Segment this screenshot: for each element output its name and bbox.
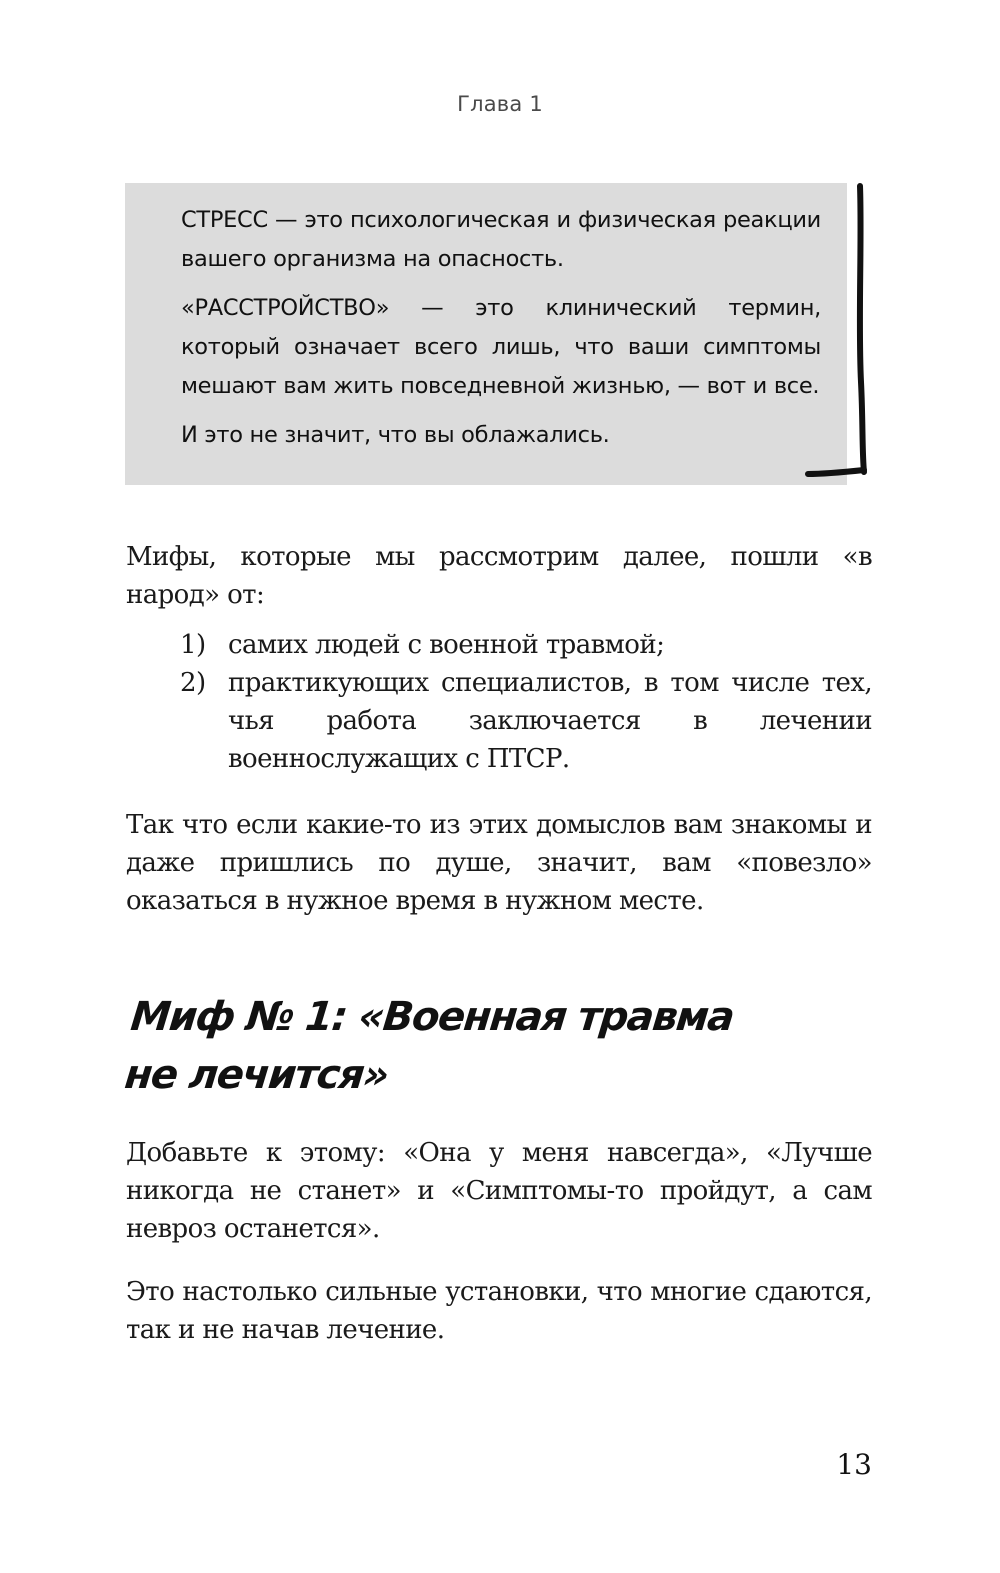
section-heading xyxy=(122,988,834,1104)
list-item-number: 2) xyxy=(180,668,206,698)
myth-1-paragraph-2: Это настолько сильные установки, что многие сдаются, так и не начав лечение. xyxy=(126,1277,872,1345)
callout-paragraph-stress: СТРЕСС — это психологическая и физическая реакции вашего организма на опасность. xyxy=(181,207,821,272)
callout-box xyxy=(125,183,847,485)
myths-intro-block xyxy=(126,538,872,778)
myth-1-paragraph-1: Добавьте к этому: «Она у меня навсегда», «Лучше никогда не станет» и «Симптомы-то пройдут, а сам невроз останется». xyxy=(126,1138,872,1244)
section-heading-line-1: Миф № 1: «Военная травма xyxy=(128,994,736,1040)
list-item-text: практикующих специалистов, в том числе тех, чья работа заключается в лечении военнослужащих с ПТСР. xyxy=(228,668,872,774)
myth-1-paragraph-block-2 xyxy=(126,1273,872,1349)
page-number: 13 xyxy=(836,1448,872,1481)
running-header: Глава 1 xyxy=(457,92,543,116)
callout-text xyxy=(181,201,821,465)
callout-bracket-decoration xyxy=(800,182,880,482)
section-heading-line-2: не лечится» xyxy=(122,1052,391,1098)
callout-paragraph-reassurance: И это не значит, что вы облажались. xyxy=(181,422,610,448)
conclusion-paragraph: Так что если какие-то из этих домыслов вам знакомы и даже пришлись по душе, значит, вам «повезло» оказаться в нужное время в нужном месте. xyxy=(126,810,872,916)
source-list xyxy=(126,626,872,778)
list-item-text: самих людей с военной травмой; xyxy=(228,630,665,660)
list-item-number: 1) xyxy=(180,630,206,660)
myths-intro: Мифы, которые мы рассмотрим далее, пошли «в народ» от: xyxy=(126,542,872,610)
list-item xyxy=(126,664,872,778)
callout-paragraph-disorder: «РАССТРОЙСТВО» — это клинический термин, который означает всего лишь, что ваши симптомы мешают вам жить повседневной жизнью, — вот и все. xyxy=(181,295,821,399)
list-item xyxy=(126,626,872,664)
myth-1-paragraph-block xyxy=(126,1134,872,1248)
conclusion-block xyxy=(126,806,872,920)
